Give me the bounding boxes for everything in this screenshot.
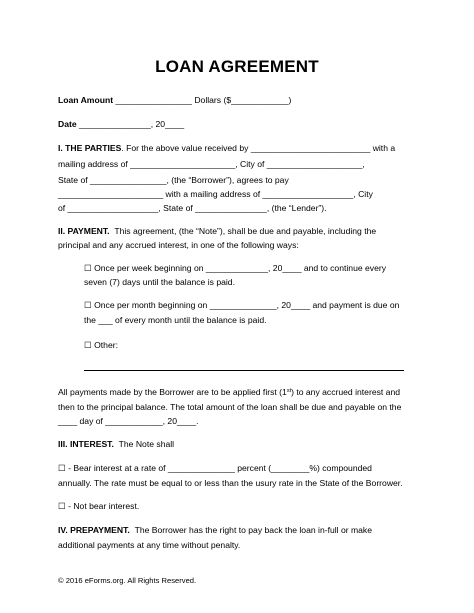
option-weekly-line-2: seven (7) days until the balance is paid. <box>84 277 235 287</box>
dollars-label: Dollars ($ <box>194 95 232 105</box>
bear-interest-line-2: annually. The rate must be equal to or less than the usury rate in the State of the Borrower. <box>58 478 403 488</box>
interest-heading: III. INTEREST. <box>58 439 114 449</box>
option-monthly-line-2: the ___ of every month until the balance is paid. <box>84 315 267 325</box>
applied-line-3: ____ day of ____________, 20____. <box>58 416 199 426</box>
parties-line-3: State of ________________, (the “Borrower”), agrees to pay <box>58 175 289 185</box>
loan-amount-row <box>58 94 291 106</box>
option-other-checkbox[interactable]: ☐ Other: <box>84 340 118 350</box>
payment-line-2: principal and any accrued interest, in one of the following ways: <box>58 240 299 250</box>
date-year[interactable]: 20____ <box>155 119 185 129</box>
loan-amount-blank[interactable]: ________________ <box>115 95 192 105</box>
parties-heading: I. THE PARTIES <box>58 143 122 153</box>
prepayment-heading: IV. PREPAYMENT. <box>58 525 130 535</box>
payment-line-1 <box>58 225 376 237</box>
copyright-footer: © 2016 eForms.org. All Rights Reserved. <box>58 576 197 585</box>
other-blank-line[interactable] <box>84 370 404 371</box>
payment-text-1: This agreement, (the “Note”), shall be due and payable, including the <box>114 226 377 236</box>
option-weekly-checkbox[interactable]: ☐ Once per week beginning on _____________, 20____ and to continue every <box>84 263 387 273</box>
interest-intro: The Note shall <box>118 439 175 449</box>
parties-line-4: ______________________ with a mailing address of ___________________, City <box>58 189 373 199</box>
applied-superscript: st <box>286 388 292 394</box>
applied-text-a: All payments made by the Borrower are to be applied first (1 <box>58 387 287 397</box>
payment-heading: II. PAYMENT. <box>58 226 110 236</box>
parties-line-1 <box>58 142 395 154</box>
parties-line-5: of ___________________, State of _______________, (the “Lender”). <box>58 203 327 213</box>
not-bear-interest-checkbox[interactable]: ☐ - Not bear interest. <box>58 501 140 511</box>
applied-text-b: ) to any accrued interest and <box>291 387 401 397</box>
interest-line <box>58 438 174 450</box>
loan-amount-label: Loan Amount <box>58 95 114 105</box>
parties-text-1: . For the above value received by _________________________ with a <box>121 143 396 153</box>
bear-interest-checkbox[interactable]: ☐ - Bear interest at a rate of ______________ percent (________%) compounded <box>58 463 372 473</box>
document-title: LOAN AGREEMENT <box>155 57 319 76</box>
prepayment-line-2: additional payments at any time without penalty. <box>58 540 241 550</box>
applied-line-2: then to the principal balance. The total amount of the loan shall be due and payable on the <box>58 402 402 412</box>
date-blank[interactable]: _______________, <box>79 119 154 129</box>
dollars-blank[interactable]: ____________) <box>231 95 292 105</box>
prepayment-line-1 <box>58 524 372 536</box>
date-row <box>58 118 184 130</box>
option-monthly-checkbox[interactable]: ☐ Once per month beginning on ______________, 20____ and payment is due on <box>84 300 400 310</box>
prepayment-text-1: The Borrower has the right to pay back the loan in-full or make <box>134 525 372 535</box>
parties-line-2: mailing address of ______________________, City of ____________________, <box>58 159 365 169</box>
date-label: Date <box>58 119 77 129</box>
applied-line-1 <box>58 386 400 398</box>
